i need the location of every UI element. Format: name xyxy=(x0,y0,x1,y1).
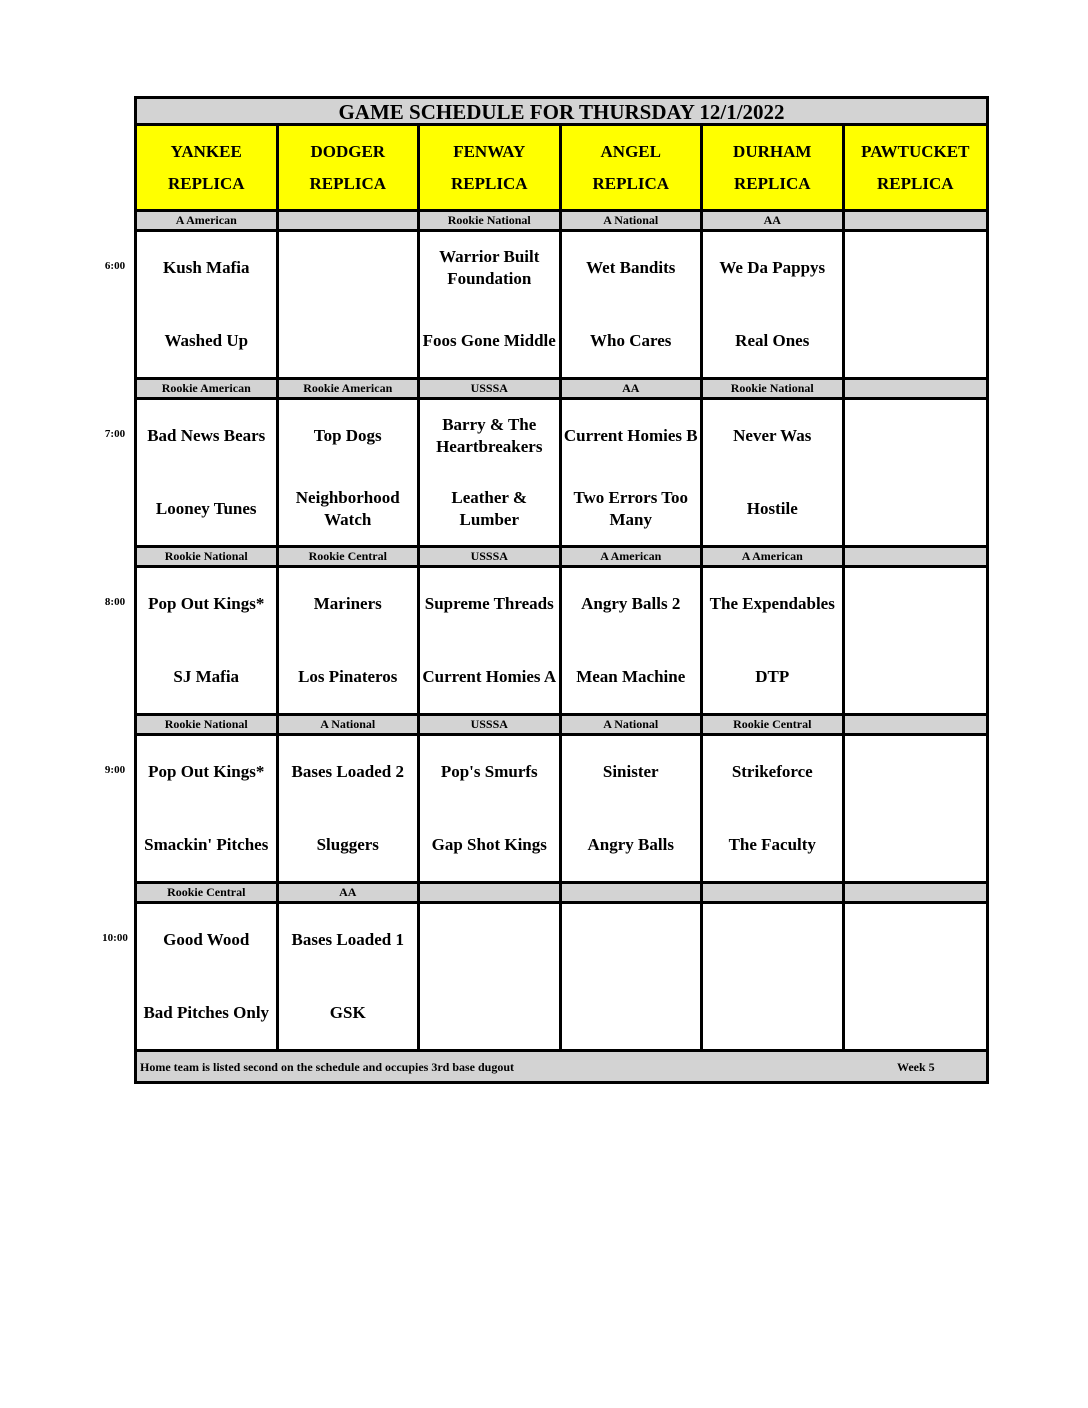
division-label xyxy=(420,884,562,904)
home-team xyxy=(845,641,987,714)
game-row xyxy=(134,232,989,380)
away-team: Pop Out Kings* xyxy=(148,762,265,782)
away-team: Current Homies B xyxy=(563,426,698,446)
game-cell xyxy=(703,400,845,548)
away-team: Angry Balls 2 xyxy=(581,594,681,614)
division-label xyxy=(845,884,987,904)
home-team: Smackin' Pitches xyxy=(144,834,269,854)
away-team: Bases Loaded 1 xyxy=(291,930,404,950)
game-cell xyxy=(562,568,704,716)
home-team: Gap Shot Kings xyxy=(431,834,547,854)
away-team: Bases Loaded 2 xyxy=(291,762,404,782)
game-cell xyxy=(137,232,279,380)
division-label: Rookie Central xyxy=(137,884,279,904)
field-name: YANKEE xyxy=(170,141,242,161)
home-team-note: Home team is listed second on the schedule and occupies 3rd base dugout xyxy=(140,1060,515,1074)
division-label: A American xyxy=(137,212,279,232)
away-team: Strikeforce xyxy=(731,762,813,782)
field-name: FENWAY xyxy=(453,141,526,161)
game-cell xyxy=(562,736,704,884)
game-cell xyxy=(703,736,845,884)
field-name: ANGEL xyxy=(600,141,661,161)
division-row xyxy=(134,380,989,400)
field-name: PAWTUCKET xyxy=(861,141,970,161)
division-label: USSSA xyxy=(420,380,562,400)
division-label: USSSA xyxy=(420,548,562,568)
away-team: The Expendables xyxy=(709,594,835,614)
home-team: Angry Balls xyxy=(587,834,674,854)
away-team: Sinister xyxy=(602,762,659,782)
away-team: Bad News Bears xyxy=(147,426,266,446)
away-team xyxy=(845,904,987,977)
field-header-row xyxy=(134,126,989,212)
division-label: Rookie Central xyxy=(279,548,421,568)
home-team xyxy=(845,977,987,1050)
field-header xyxy=(279,126,421,212)
division-label xyxy=(845,212,987,232)
game-cell xyxy=(562,232,704,380)
division-row xyxy=(134,212,989,232)
home-team xyxy=(845,809,987,882)
field-header xyxy=(845,126,987,212)
game-cell xyxy=(420,232,562,380)
week-label: Week 5 xyxy=(897,1060,935,1074)
division-label: AA xyxy=(703,212,845,232)
away-team xyxy=(279,232,418,305)
home-team xyxy=(845,473,987,546)
home-team xyxy=(562,977,701,1050)
field-subtitle: REPLICA xyxy=(876,173,954,193)
game-cell xyxy=(845,232,987,380)
home-team: Hostile xyxy=(746,498,798,518)
field-subtitle: REPLICA xyxy=(167,173,245,193)
home-team xyxy=(703,977,842,1050)
away-team: Wet Bandits xyxy=(586,258,676,278)
division-label: USSSA xyxy=(420,716,562,736)
game-cell xyxy=(420,568,562,716)
game-row xyxy=(134,904,989,1052)
game-cell xyxy=(703,232,845,380)
away-team: Pop's Smurfs xyxy=(440,762,538,782)
home-team: DTP xyxy=(755,666,790,686)
home-team: Bad Pitches Only xyxy=(143,1002,270,1022)
game-cell xyxy=(420,400,562,548)
time-label: 6:00 xyxy=(104,260,126,272)
home-team: Who Cares xyxy=(590,330,672,350)
away-team xyxy=(845,736,987,809)
division-label xyxy=(562,884,704,904)
time-label: 9:00 xyxy=(104,764,126,776)
away-team: Barry & The Heartbreakers xyxy=(436,415,543,457)
game-cell xyxy=(279,568,421,716)
time-label: 8:00 xyxy=(104,596,126,608)
home-team xyxy=(279,305,418,378)
division-label: Rookie American xyxy=(279,380,421,400)
time-label: 10:00 xyxy=(102,932,128,944)
schedule-title: GAME SCHEDULE FOR THURSDAY 12/1/2022 xyxy=(134,96,989,126)
away-team xyxy=(845,232,987,305)
game-cell xyxy=(137,400,279,548)
division-label: A American xyxy=(562,548,704,568)
game-cell xyxy=(420,904,562,1052)
field-subtitle: REPLICA xyxy=(733,173,811,193)
division-label xyxy=(845,380,987,400)
home-team: SJ Mafia xyxy=(173,666,240,686)
away-team: We Da Pappys xyxy=(719,258,826,278)
game-cell xyxy=(845,568,987,716)
game-row xyxy=(134,568,989,716)
away-team xyxy=(420,904,559,977)
home-team: Leather & Lumber xyxy=(451,487,528,529)
away-team: Supreme Threads xyxy=(424,594,554,614)
away-team: Mariners xyxy=(313,594,382,614)
division-label: Rookie Central xyxy=(703,716,845,736)
game-cell xyxy=(279,736,421,884)
game-cell xyxy=(137,736,279,884)
field-header xyxy=(562,126,704,212)
home-team: GSK xyxy=(329,1002,366,1022)
schedule-footer xyxy=(134,1052,989,1084)
division-label: A American xyxy=(703,548,845,568)
division-label: Rookie National xyxy=(420,212,562,232)
field-subtitle: REPLICA xyxy=(309,173,386,193)
away-team: Never Was xyxy=(733,426,812,446)
away-team xyxy=(845,568,987,641)
home-team: Real Ones xyxy=(735,330,810,350)
game-row xyxy=(134,400,989,548)
home-team xyxy=(420,977,559,1050)
division-row xyxy=(134,884,989,904)
game-cell xyxy=(562,904,704,1052)
game-cell xyxy=(562,400,704,548)
field-header xyxy=(420,126,562,212)
game-cell xyxy=(845,400,987,548)
division-row xyxy=(134,548,989,568)
away-team: Pop Out Kings* xyxy=(148,594,265,614)
division-label: A National xyxy=(562,212,704,232)
division-label xyxy=(845,716,987,736)
game-cell xyxy=(845,736,987,884)
division-label: AA xyxy=(279,884,421,904)
away-team xyxy=(703,904,842,977)
away-team: Good Wood xyxy=(163,930,250,950)
time-label: 7:00 xyxy=(104,428,126,440)
home-team: Los Pinateros xyxy=(298,666,398,686)
game-cell xyxy=(703,568,845,716)
time-slots xyxy=(134,212,989,1052)
field-header xyxy=(703,126,845,212)
division-label: A National xyxy=(562,716,704,736)
game-cell xyxy=(845,904,987,1052)
home-team: Looney Tunes xyxy=(155,498,257,518)
home-team: Two Errors Too Many xyxy=(573,487,689,529)
field-subtitle: REPLICA xyxy=(592,173,669,193)
away-team: Warrior Built Foundation xyxy=(439,247,540,289)
game-cell xyxy=(279,232,421,380)
division-label: Rookie American xyxy=(137,380,279,400)
division-label: AA xyxy=(562,380,704,400)
home-team: Current Homies A xyxy=(422,666,557,686)
division-label xyxy=(845,548,987,568)
away-team xyxy=(562,904,701,977)
game-cell xyxy=(137,568,279,716)
away-team: Kush Mafia xyxy=(163,258,250,278)
home-team: The Faculty xyxy=(728,834,816,854)
division-label: Rookie National xyxy=(137,716,279,736)
field-name: DURHAM xyxy=(733,141,812,161)
division-label: Rookie National xyxy=(703,380,845,400)
field-name: DODGER xyxy=(310,141,386,161)
away-team xyxy=(845,400,987,473)
game-cell xyxy=(703,904,845,1052)
division-label: Rookie National xyxy=(137,548,279,568)
home-team: Sluggers xyxy=(316,834,379,854)
field-subtitle: REPLICA xyxy=(450,173,528,193)
home-team: Neighborhood Watch xyxy=(295,487,400,529)
division-row xyxy=(134,716,989,736)
game-cell xyxy=(420,736,562,884)
home-team xyxy=(845,305,987,378)
division-label: A National xyxy=(279,716,421,736)
away-team: Top Dogs xyxy=(313,426,382,446)
field-header xyxy=(137,126,279,212)
game-cell xyxy=(279,904,421,1052)
home-team: Foos Gone Middle xyxy=(422,330,556,350)
home-team: Washed Up xyxy=(164,330,249,350)
game-cell xyxy=(137,904,279,1052)
division-label xyxy=(279,212,421,232)
game-row xyxy=(134,736,989,884)
division-label xyxy=(703,884,845,904)
schedule-sheet xyxy=(134,96,989,1084)
game-cell xyxy=(279,400,421,548)
home-team: Mean Machine xyxy=(576,666,686,686)
